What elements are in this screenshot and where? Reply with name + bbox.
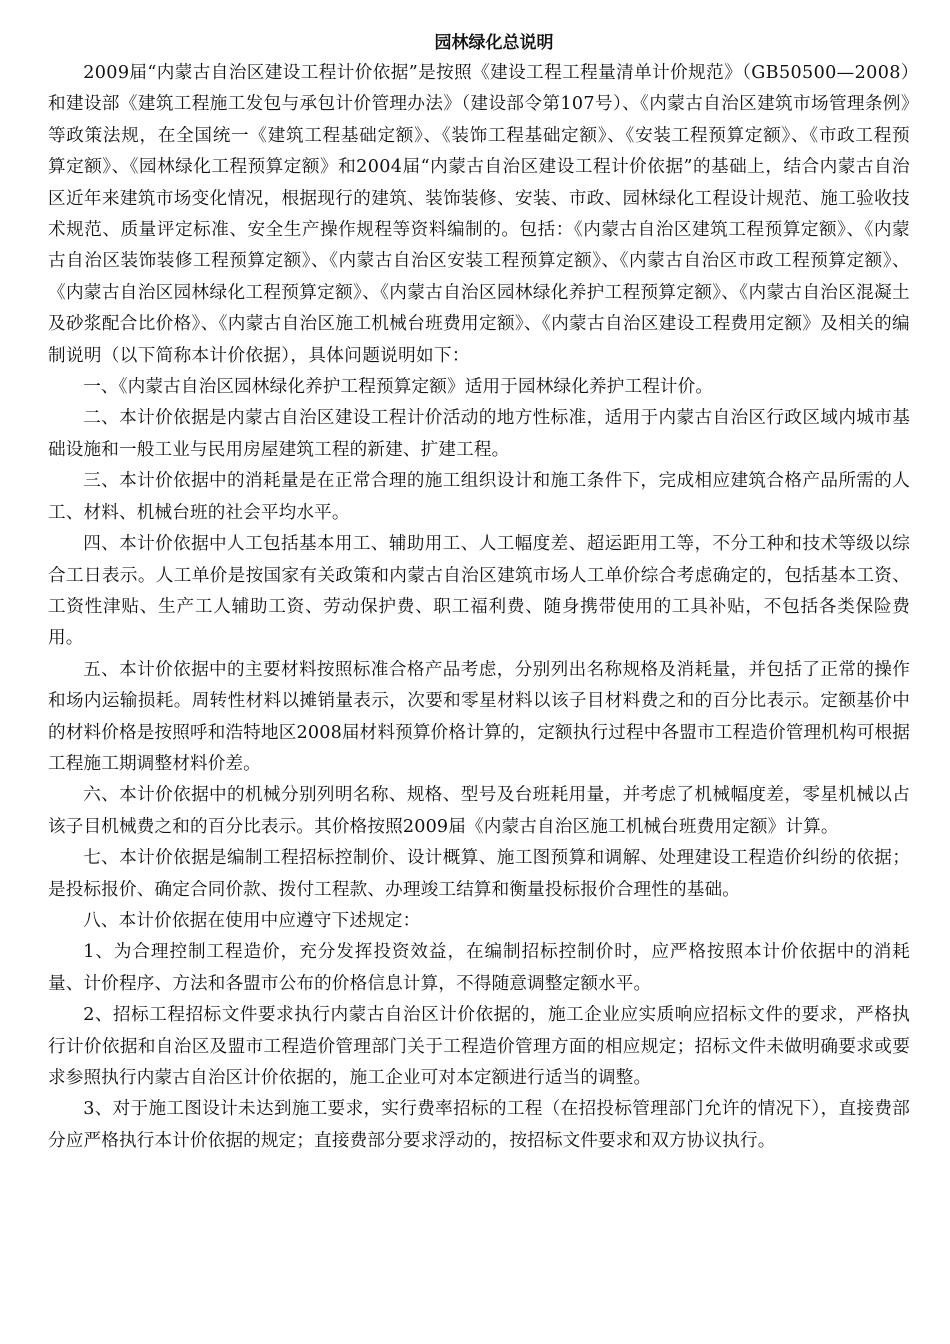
rule-1-paragraph: 1、为合理控制工程造价，充分发挥投资效益，在编制招标控制价时，应严格按照本计价依据中的消耗量、计价程序、方法和各盟市公布的价格信息计算，不得随意调整定额水平。 (48, 942, 910, 994)
clause-1-paragraph: 一、《内蒙古自治区园林绿化养护工程预算定额》适用于园林绿化养护工程计价。 (83, 377, 714, 398)
document-title: 园林绿化总说明 (434, 33, 554, 53)
document-page (48, 28, 910, 1157)
clause-3-paragraph: 三、本计价依据中的消耗量是在正常合理的施工组织设计和施工条件下，完成相应建筑合格产品所需的人工、材料、机械台班的社会平均水平。 (48, 471, 910, 523)
rule-2-paragraph: 2、招标工程招标文件要求执行内蒙古自治区计价依据的，施工企业应实质响应招标文件的要求，严格执行计价依据和自治区及盟市工程造价管理部门关于工程造价管理方面的相应规定；招标文件未做明确要求或要求参照执行内蒙古自治区计价依据的，施工企业可对本定额进行适当的调整。 (48, 1005, 910, 1088)
rule-3-paragraph: 3、对于施工图设计未达到施工要求，实行费率招标的工程（在招投标管理部门允许的情况下），直接费部分应严格执行本计价依据的规定；直接费部分要求浮动的，按招标文件要求和双方协议执行。 (48, 1099, 910, 1151)
clause-2-paragraph: 二、本计价依据是内蒙古自治区建设工程计价活动的地方性标准，适用于内蒙古自治区行政区域内城市基础设施和一般工业与民用房屋建筑工程的新建、扩建工程。 (48, 408, 910, 460)
clause-6-paragraph: 六、本计价依据中的机械分别列明名称、规格、型号及台班耗用量，并考虑了机械幅度差，零星机械以占该子目机械费之和的百分比表示。其价格按照2009届《内蒙古自治区施工机械台班费用定额》计算。 (48, 785, 910, 837)
clause-5-paragraph: 五、本计价依据中的主要材料按照标准合格产品考虑，分别列出名称规格及消耗量，并包括了正常的操作和场内运输损耗。周转性材料以摊销量表示，次要和零星材料以该子目材料费之和的百分比表示。定额基价中的材料价格是按照呼和浩特地区2008届材料预算价格计算的，定额执行过程中各盟市工程造价管理机构可根据工程施工期调整材料价差。 (48, 659, 910, 774)
intro-paragraph: 2009届“内蒙古自治区建设工程计价依据”是按照《建设工程工程量清单计价规范》（GB50500—2008）和建设部《建筑工程施工发包与承包计价管理办法》（建设部令第107号）、《内蒙古自治区建筑市场管理条例》等政策法规，在全国统一《建筑工程基础定额》、《装饰工程基础定额》、《安装工程预算定额》、《市政工程预算定额》、《园林绿化工程预算定额》和2004届“内蒙古自治区建设工程计价依据”的基础上，结合内蒙古自治区近年来建筑市场变化情况，根据现行的建筑、装饰装修、安装、市政、园林绿化工程设计规范、施工验收技术规范、质量评定标准、安全生产操作规程等资料编制的。包括：《内蒙古自治区建筑工程预算定额》、《内蒙古自治区装饰装修工程预算定额》、《内蒙古自治区安装工程预算定额》、《内蒙古自治区市政工程预算定额》、《内蒙古自治区园林绿化工程预算定额》、《内蒙古自治区园林绿化养护工程预算定额》、《内蒙古自治区混凝土及砂浆配合比价格》、《内蒙古自治区施工机械台班费用定额》、《内蒙古自治区建设工程费用定额》及相关的编制说明（以下简称本计价依据），具体问题说明如下： (48, 63, 910, 366)
clause-8-paragraph: 八、本计价依据在使用中应遵守下述规定： (83, 910, 421, 931)
clause-7-paragraph: 七、本计价依据是编制工程招标控制价、设计概算、施工图预算和调解、处理建设工程造价纠纷的依据；是投标报价、确定合同价款、拨付工程款、办理竣工结算和衡量投标报价合理性的基础。 (48, 848, 910, 900)
clause-4-paragraph: 四、本计价依据中人工包括基本用工、辅助用工、人工幅度差、超运距用工等，不分工种和技术等级以综合工日表示。人工单价是按国家有关政策和内蒙古自治区建筑市场人工单价综合考虑确定的，包括基本工资、工资性津贴、生产工人辅助工资、劳动保护费、职工福利费、随身携带使用的工具补贴，不包括各类保险费用。 (48, 534, 910, 649)
